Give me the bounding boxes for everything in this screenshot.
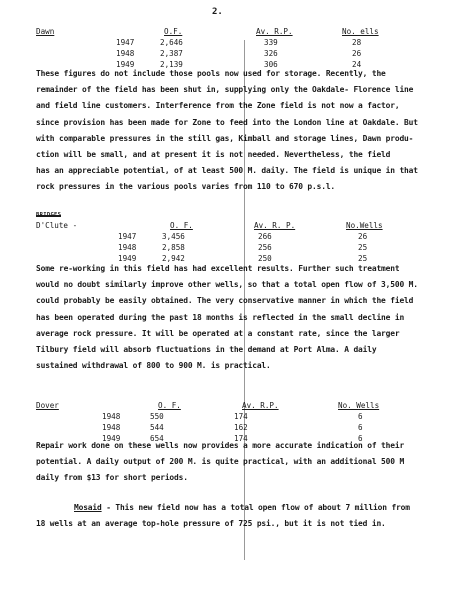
text-line: These figures do not include those pools now used for storage. Recently, the: [36, 69, 386, 78]
text-line: and field line customers. Interference from the Zone field is not now a factor,: [36, 101, 400, 111]
avrp-cell: 174: [234, 412, 248, 421]
avrp-cell: 174: [234, 434, 248, 443]
avrp-cell: 326: [264, 49, 278, 58]
table-row: [36, 48, 436, 59]
year-cell: 1948: [102, 412, 121, 421]
wells-cell: 6: [358, 434, 363, 443]
text-line: average rock pressure. It will be operated at a constant rate, since the larger: [36, 328, 400, 338]
text-line: has been operated during the past 18 months is reflected in the small decline in: [36, 312, 405, 322]
avrp-cell: 339: [264, 38, 278, 47]
table-header-row: [36, 26, 436, 37]
table-row: [36, 422, 436, 433]
text-line: Tilbury field will absorb fluctuations in the demand at Port Alma. A daily: [36, 345, 377, 355]
avrp-cell: 256: [258, 243, 272, 252]
table-row: [36, 231, 436, 242]
column-header-of: O. F.: [158, 401, 181, 410]
text-line: 18 wells at an average top-hole pressure of 725 psi., but it is not tied in.: [36, 519, 386, 529]
table-row: [36, 37, 436, 48]
year-cell: 1947: [116, 38, 135, 47]
page-number: 2.: [212, 7, 223, 17]
avrp-cell: 306: [264, 60, 278, 69]
of-cell: 2,646: [160, 38, 183, 47]
table-header-row: [36, 220, 436, 231]
wells-cell: 24: [352, 60, 362, 69]
year-cell: 1947: [118, 232, 137, 241]
dawn-paragraph: [36, 66, 436, 196]
struck-out-word: BRIDGES: [36, 212, 62, 218]
field-name: D'Clute -: [36, 221, 78, 230]
text-line: Some re-working in this field has had excellent results. Further such treatment: [36, 264, 400, 273]
wells-cell: 28: [352, 38, 362, 47]
text-line: since provision has been made for Zone to feed into the London line at Oakdale. But: [36, 117, 418, 127]
year-cell: 1948: [116, 49, 135, 58]
text-line: would no doubt similarly improve other wells, so that a total open flow of 3,500 M.: [36, 280, 418, 290]
year-cell: 1948: [102, 423, 121, 432]
wells-cell: 25: [358, 243, 368, 252]
text-line: has an appreciable potential, of at least 500 M. daily. The field is unique in that: [36, 166, 418, 176]
year-cell: 1949: [116, 60, 135, 69]
of-cell: 2,387: [160, 49, 183, 58]
column-header-avrp: Av. R.P.: [242, 401, 279, 410]
column-header-of: O. F.: [170, 221, 193, 230]
text-fragment: - This new field now has a total open flow of about 7 million from: [101, 503, 410, 512]
column-header-wells: No. Wells: [338, 401, 380, 410]
dclute-paragraph: [36, 261, 436, 374]
of-cell: 550: [150, 412, 164, 421]
of-cell: 3,456: [162, 232, 185, 241]
text-line: daily from $13 for short periods.: [36, 473, 188, 483]
text-line: could probably be easily obtained. The very conservative manner in which the field: [36, 296, 414, 306]
column-header-avrp: Av. R.P.: [256, 27, 293, 36]
of-cell: 2,139: [160, 60, 183, 69]
wells-cell: 25: [358, 254, 368, 263]
mosaid-paragraph: [36, 500, 436, 532]
column-header-wells: No.Wells: [346, 221, 383, 230]
of-cell: 2,858: [162, 243, 185, 252]
field-name: Dover: [36, 401, 59, 410]
text-line: remainder of the field has been shut in, supplying only the Oakdale- Florence line: [36, 85, 414, 95]
column-header-of: O.F.: [164, 27, 183, 36]
column-header-avrp: Av. R. P.: [254, 221, 296, 230]
wells-cell: 6: [358, 412, 363, 421]
year-cell: 1949: [118, 254, 137, 263]
avrp-cell: 266: [258, 232, 272, 241]
column-header-wells: No. ells: [342, 27, 379, 36]
avrp-cell: 250: [258, 254, 272, 263]
text-line: sustained withdrawal of 800 to 900 M. is practical.: [36, 361, 271, 371]
year-cell: 1949: [102, 434, 121, 443]
text-line: rock pressures in the various pools varies from 110 to 670 p.s.l.: [36, 182, 336, 192]
table-row: [36, 411, 436, 422]
year-cell: 1948: [118, 243, 137, 252]
text-line: ction will be small, and at present it is not needed. Nevertheless, the field: [36, 150, 391, 160]
text-line: with comparable pressures in the still gas, Kimball and storage lines, Dawn produ-: [36, 133, 414, 143]
dclute-table: [36, 220, 436, 264]
text-line: [36, 500, 436, 516]
field-name: Dawn: [36, 27, 55, 36]
of-cell: 654: [150, 434, 164, 443]
dawn-table: [36, 26, 436, 70]
wells-cell: 6: [358, 423, 363, 432]
dover-paragraph: [36, 438, 436, 487]
wells-cell: 26: [352, 49, 362, 58]
wells-cell: 26: [358, 232, 368, 241]
text-line: Repair work done on these wells now provides a more accurate indication of their: [36, 441, 405, 450]
table-row: [36, 242, 436, 253]
field-name: Mosaid: [74, 503, 102, 512]
table-header-row: [36, 400, 436, 411]
avrp-cell: 162: [234, 423, 248, 432]
of-cell: 2,942: [162, 254, 185, 263]
text-line: potential. A daily output of 200 M. is quite practical, with an additional 500 M: [36, 457, 405, 467]
of-cell: 544: [150, 423, 164, 432]
